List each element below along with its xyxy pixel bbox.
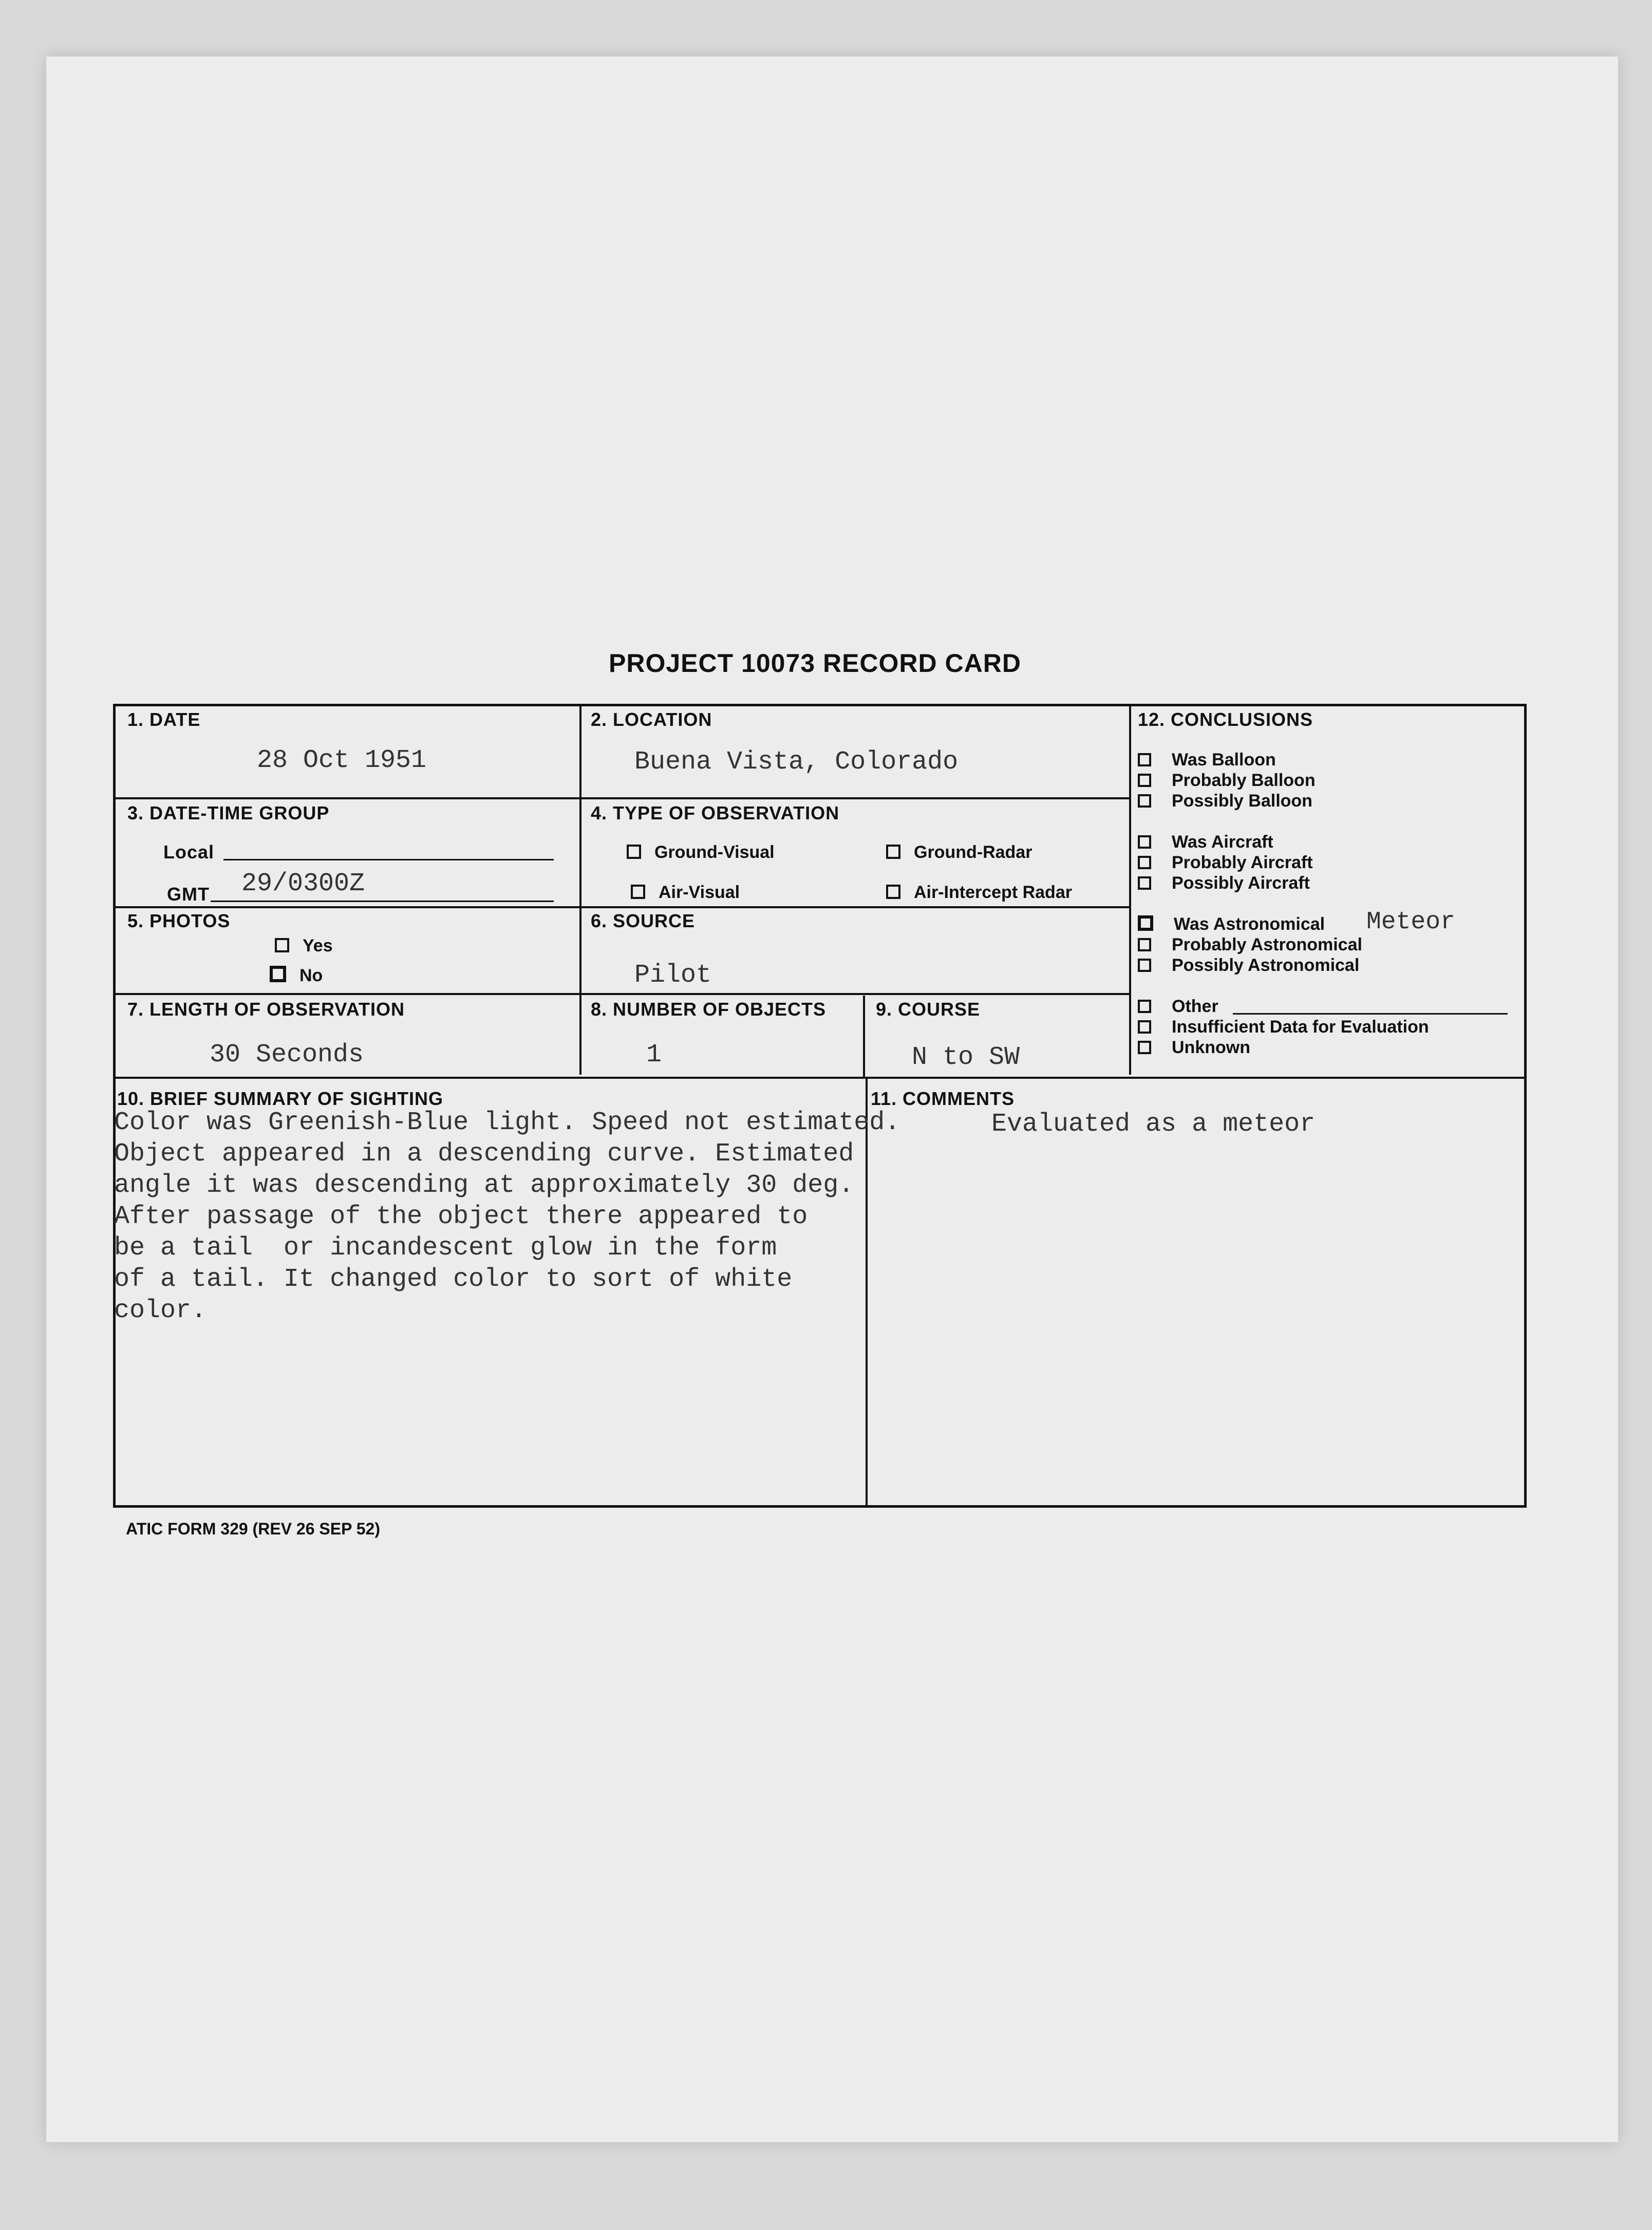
checkbox-photos-yes: Yes [275, 936, 333, 956]
divider [114, 993, 1129, 995]
divider [1129, 704, 1131, 1075]
conclusion-probably-astronomical: Probably Astronomical [1138, 935, 1362, 955]
conclusion-was-astronomical: Was Astronomical [1138, 914, 1325, 934]
conclusion-was-balloon: Was Balloon [1138, 750, 1276, 770]
length-of-observation-label: 7. LENGTH OF OBSERVATION [127, 999, 405, 1020]
checkbox-air-visual: Air-Visual [631, 883, 740, 903]
local-line [223, 859, 554, 860]
gmt-label: GMT [167, 884, 210, 905]
length-of-observation-value: 30 Seconds [210, 1040, 364, 1070]
divider [114, 797, 1129, 799]
checkbox-ground-visual: Ground-Visual [627, 842, 775, 863]
divider [579, 704, 581, 1075]
conclusion-possibly-balloon: Possibly Balloon [1138, 791, 1312, 811]
date-value: 28 Oct 1951 [257, 746, 427, 775]
number-of-objects-value: 1 [646, 1040, 662, 1070]
number-of-objects-label: 8. NUMBER OF OBJECTS [591, 999, 827, 1020]
conclusion-unknown: Unknown [1138, 1038, 1250, 1058]
conclusions-label: 12. CONCLUSIONS [1138, 709, 1313, 730]
date-label: 1. DATE [127, 709, 201, 730]
comments-label: 11. COMMENTS [871, 1088, 1015, 1109]
checkbox-photos-no: No [270, 966, 323, 986]
location-value: Buena Vista, Colorado [634, 747, 959, 777]
divider [863, 996, 865, 1078]
local-label: Local [163, 841, 215, 863]
conclusion-was-aircraft: Was Aircraft [1138, 832, 1273, 852]
checkbox-ground-radar: Ground-Radar [886, 842, 1032, 863]
other-line [1233, 1013, 1508, 1015]
brief-summary-label: 10. BRIEF SUMMARY OF SIGHTING [117, 1088, 444, 1109]
conclusion-probably-balloon: Probably Balloon [1138, 771, 1316, 791]
course-value: N to SW [912, 1043, 1020, 1072]
conclusion-possibly-astronomical: Possibly Astronomical [1138, 955, 1359, 976]
date-time-group-label: 3. DATE-TIME GROUP [127, 802, 330, 823]
gmt-line [211, 901, 554, 902]
card-title: PROJECT 10073 RECORD CARD [609, 649, 1021, 678]
brief-summary-text: Color was Greenish-Blue light. Speed not estimated. Object appeared in a descending curve. Estimated angle it was descending at approximately 30 deg. After passage of the object there appeared to be a tail or incandescent glow in the form of a tail. It changed color to sort of white color. [114, 1108, 900, 1325]
divider [114, 906, 1129, 908]
source-value: Pilot [634, 961, 712, 990]
conclusion-insufficient-data: Insufficient Data for Evaluation [1138, 1017, 1429, 1037]
comments-text: Evaluated as a meteor [991, 1110, 1316, 1139]
type-of-observation-label: 4. TYPE OF OBSERVATION [591, 802, 840, 823]
photos-label: 5. PHOTOS [127, 910, 231, 931]
gmt-value: 29/0300Z [241, 869, 365, 898]
source-label: 6. SOURCE [591, 910, 696, 931]
divider [114, 1077, 1527, 1079]
conclusion-other: Other [1138, 997, 1218, 1017]
course-label: 9. COURSE [876, 999, 981, 1020]
conclusion-meteor-note: Meteor [1366, 908, 1455, 936]
conclusion-possibly-aircraft: Possibly Aircraft [1138, 873, 1310, 893]
conclusion-probably-aircraft: Probably Aircraft [1138, 853, 1313, 873]
form-number: ATIC FORM 329 (REV 26 SEP 52) [126, 1520, 380, 1538]
location-label: 2. LOCATION [591, 709, 712, 730]
checkbox-air-intercept-radar: Air-Intercept Radar [886, 883, 1072, 903]
